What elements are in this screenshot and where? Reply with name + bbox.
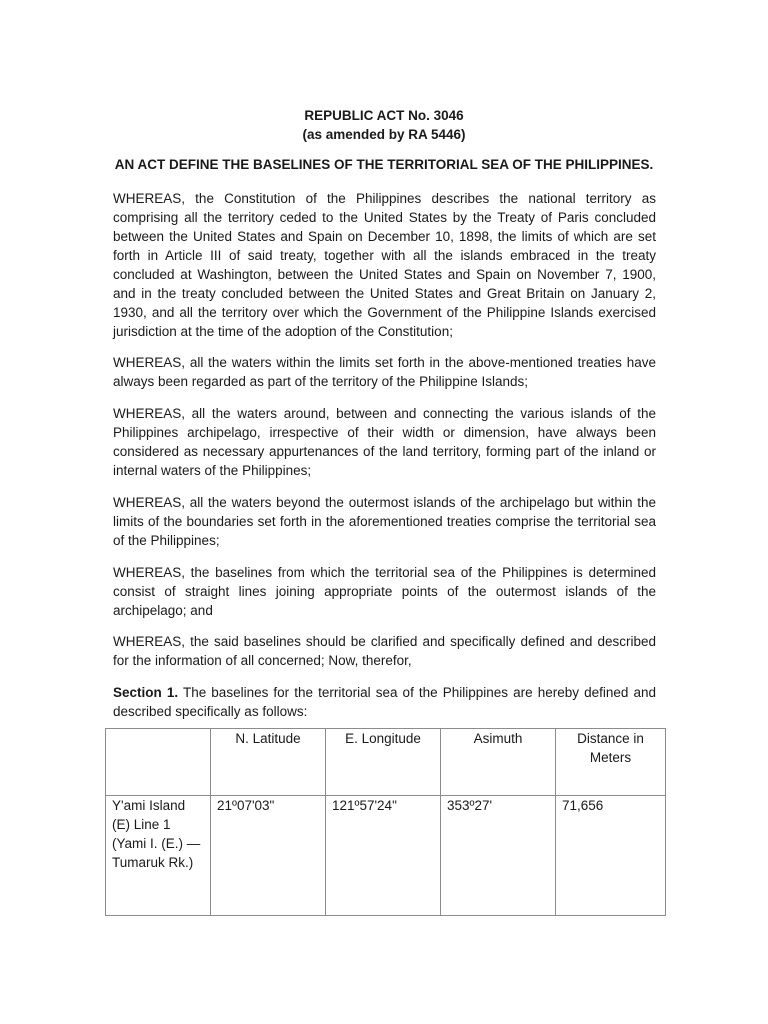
act-number-title: REPUBLIC ACT No. 3046 — [304, 108, 464, 123]
header-cell-longitude: E. Longitude — [326, 729, 441, 796]
whereas-paragraph-5: WHEREAS, the baselines from which the territorial sea of the Philippines is determined consist of straight lines joining appropriate points of the outermost islands of the archipelago; and — [113, 565, 656, 618]
header-cell-blank — [106, 729, 211, 796]
whereas-paragraph-4: WHEREAS, all the waters beyond the outermost islands of the archipelago but within the limits of the boundaries set forth in the aforementioned treaties comprise the territorial sea of the Philippines; — [113, 495, 656, 548]
whereas-paragraph-3: WHEREAS, all the waters around, between and connecting the various islands of the Philippines archipelago, irrespective of their width or dimension, have always been considered as necessary appurtenances of the land territory, forming part of the inland or internal waters of the Philippines; — [113, 406, 656, 478]
cell-azimuth: 353º27' — [441, 796, 556, 916]
whereas-paragraph-1: WHEREAS, the Constitution of the Philippines describes the national territory as comprising all the territory ceded to the United States by the Treaty of Paris concluded between the United States and Spain on December 10, 1898, the limits of which are set forth in Article III of said treaty, together with all the islands embraced in the treaty concluded at Washington, between the United States and Spain on November 7, 1900, and in the treaty concluded between the United States and Great Britain on January 2, 1930, and all the territory over which the Government of the Philippine Islands exercised jurisdiction at the time of the adoption of the Constitution; — [113, 191, 656, 339]
cell-longitude: 121º57'24" — [326, 796, 441, 916]
table-header-row — [106, 729, 666, 796]
header-cell-latitude: N. Latitude — [211, 729, 326, 796]
amendment-note: (as amended by RA 5446) — [302, 127, 466, 142]
header-cell-distance: Distance in Meters — [556, 729, 666, 796]
cell-distance: 71,656 — [556, 796, 666, 916]
section-1-label: Section 1. — [113, 685, 179, 700]
cell-latitude: 21º07'03" — [211, 796, 326, 916]
baselines-table — [105, 728, 666, 916]
cell-point-name: Y'ami Island (E) Line 1 (Yami I. (E.) — Tumaruk Rk.) — [106, 796, 211, 916]
whereas-paragraph-6: WHEREAS, the said baselines should be clarified and specifically defined and described for the information of all concerned; Now, therefor, — [113, 634, 656, 668]
whereas-paragraph-2: WHEREAS, all the waters within the limits set forth in the above-mentioned treaties have always been regarded as part of the territory of the Philippine Islands; — [113, 355, 656, 389]
table-row — [106, 796, 666, 916]
section-1-text: The baselines for the territorial sea of the Philippines are hereby defined and described specifically as follows: — [113, 685, 656, 719]
header-cell-azimuth: Asimuth — [441, 729, 556, 796]
act-title: AN ACT DEFINE THE BASELINES OF THE TERRITORIAL SEA OF THE PHILIPPINES. — [114, 157, 654, 172]
section-1-paragraph — [113, 683, 656, 721]
